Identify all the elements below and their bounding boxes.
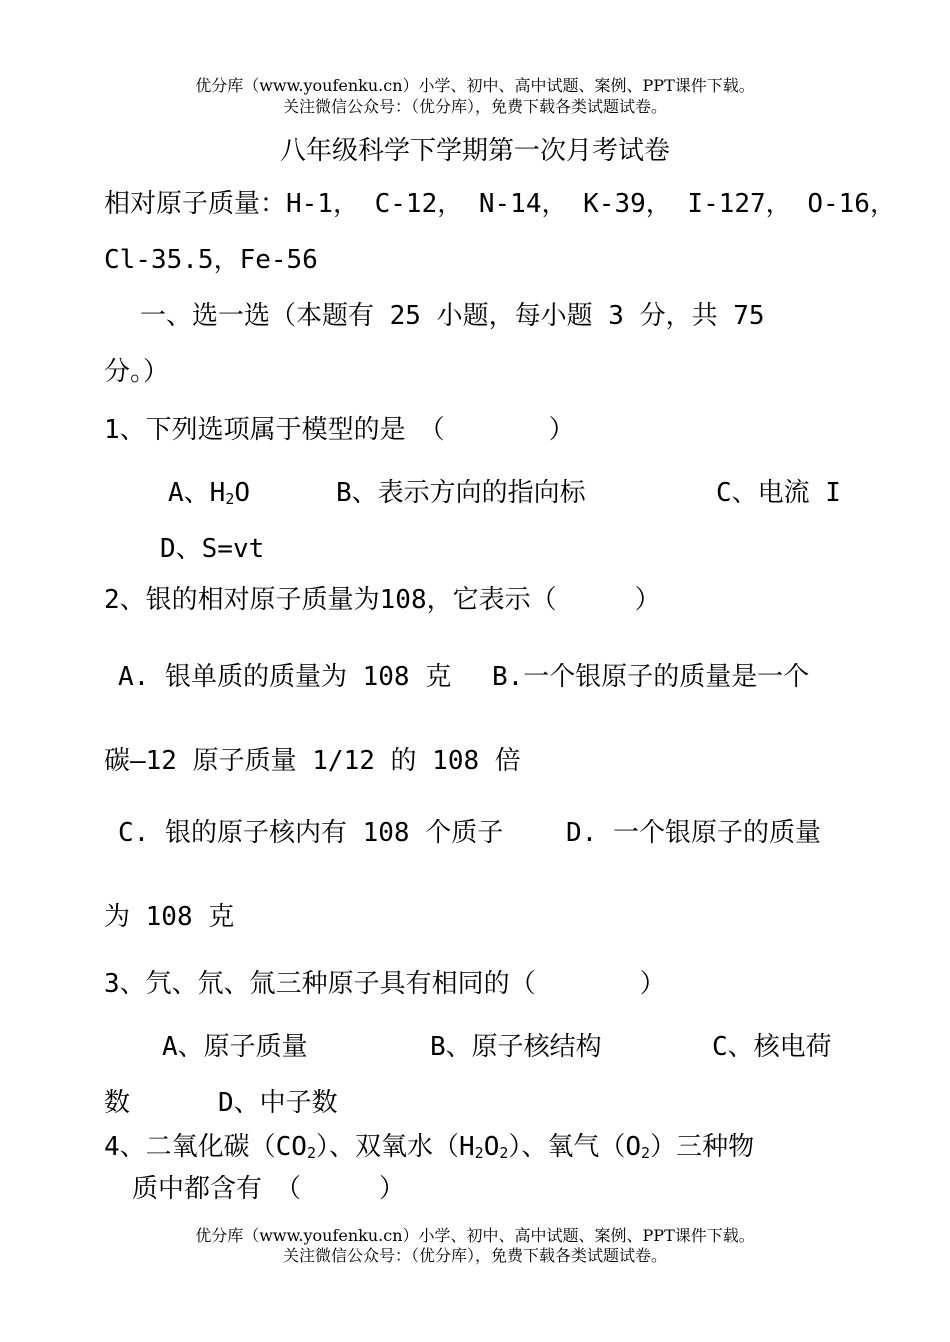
q2-option-b-line-1: B.一个银原子的质量是一个 (492, 662, 810, 692)
section-heading-line-1: 一、选一选（本题有 25 小题，每小题 3 分，共 75 (140, 301, 765, 331)
q4-sub-1: 2 (306, 1144, 316, 1162)
q1-option-a-subscript: 2 (225, 490, 235, 508)
q2-option-d-line-2: 为 108 克 (104, 902, 235, 932)
q3-option-c-line-1: C、核电荷 (712, 1032, 832, 1062)
q2-option-d-line-1: D. 一个银原子的质量 (566, 818, 821, 848)
q1-option-a-suffix: O (234, 478, 250, 508)
q4-text-1: 4、二氧化碳（CO (104, 1132, 307, 1162)
q4-text-3: O (483, 1132, 500, 1162)
q2-option-c: C. 银的原子核内有 108 个质子 (118, 818, 504, 848)
q2-option-a: A. 银单质的质量为 108 克 (118, 662, 452, 692)
q4-text-2: ）、双氧水（H (316, 1132, 475, 1162)
q1-option-d: D、S=vt (160, 534, 265, 564)
q3-option-b: B、原子核结构 (430, 1032, 602, 1062)
q4-text-4: ）、氧气（O (508, 1132, 642, 1162)
q4-stem-line-1 (104, 1126, 754, 1163)
footer-line-2: 关注微信公众号：（优分库），免费下载各类试题试卷。 (282, 1246, 667, 1265)
q3-option-a: A、原子质量 (162, 1032, 308, 1062)
exam-title: 八年级科学下学期第一次月考试卷 (279, 136, 670, 166)
q4-stem-line-2: 质中都含有 （ ） (132, 1174, 406, 1204)
q4-sub-4: 2 (641, 1144, 651, 1162)
header-line-2: 关注微信公众号：（优分库），免费下载各类试题试卷。 (282, 97, 667, 116)
section-heading-line-2: 分。） (104, 357, 170, 387)
q4-text-5: ）三种物 (650, 1132, 755, 1162)
header-line-1: 优分库（www.youfenku.cn）小学、初中、高中试题、案例、PPT课件下载。 (195, 76, 755, 95)
q1-stem: 1、下列选项属于模型的是 （ ） (104, 415, 575, 445)
q3-option-d: D、中子数 (218, 1088, 338, 1118)
atomic-masses-line-1: 相对原子质量：H-1， C-12， N-14， K-39， I-127， O-16， (104, 189, 896, 219)
atomic-masses-line-2: Cl-35.5，Fe-56 (104, 245, 318, 275)
footer-line-1: 优分库（www.youfenku.cn）小学、初中、高中试题、案例、PPT课件下载。 (195, 1226, 755, 1245)
q1-option-a (168, 472, 250, 509)
q1-option-b: B、表示方向的指向标 (336, 478, 586, 508)
q4-sub-3: 2 (499, 1144, 509, 1162)
q4-sub-2: 2 (474, 1144, 484, 1162)
q3-stem: 3、氕、氘、氚三种原子具有相同的（ ） (104, 969, 666, 999)
q1-option-a-prefix: A、H (168, 478, 226, 508)
q3-option-c-line-2: 数 (104, 1088, 131, 1118)
q2-stem: 2、银的相对原子质量为108，它表示（ ） (104, 585, 661, 615)
q2-option-b-line-2: 碳—12 原子质量 1/12 的 108 倍 (104, 746, 521, 776)
q1-option-c: C、电流 I (716, 478, 841, 508)
